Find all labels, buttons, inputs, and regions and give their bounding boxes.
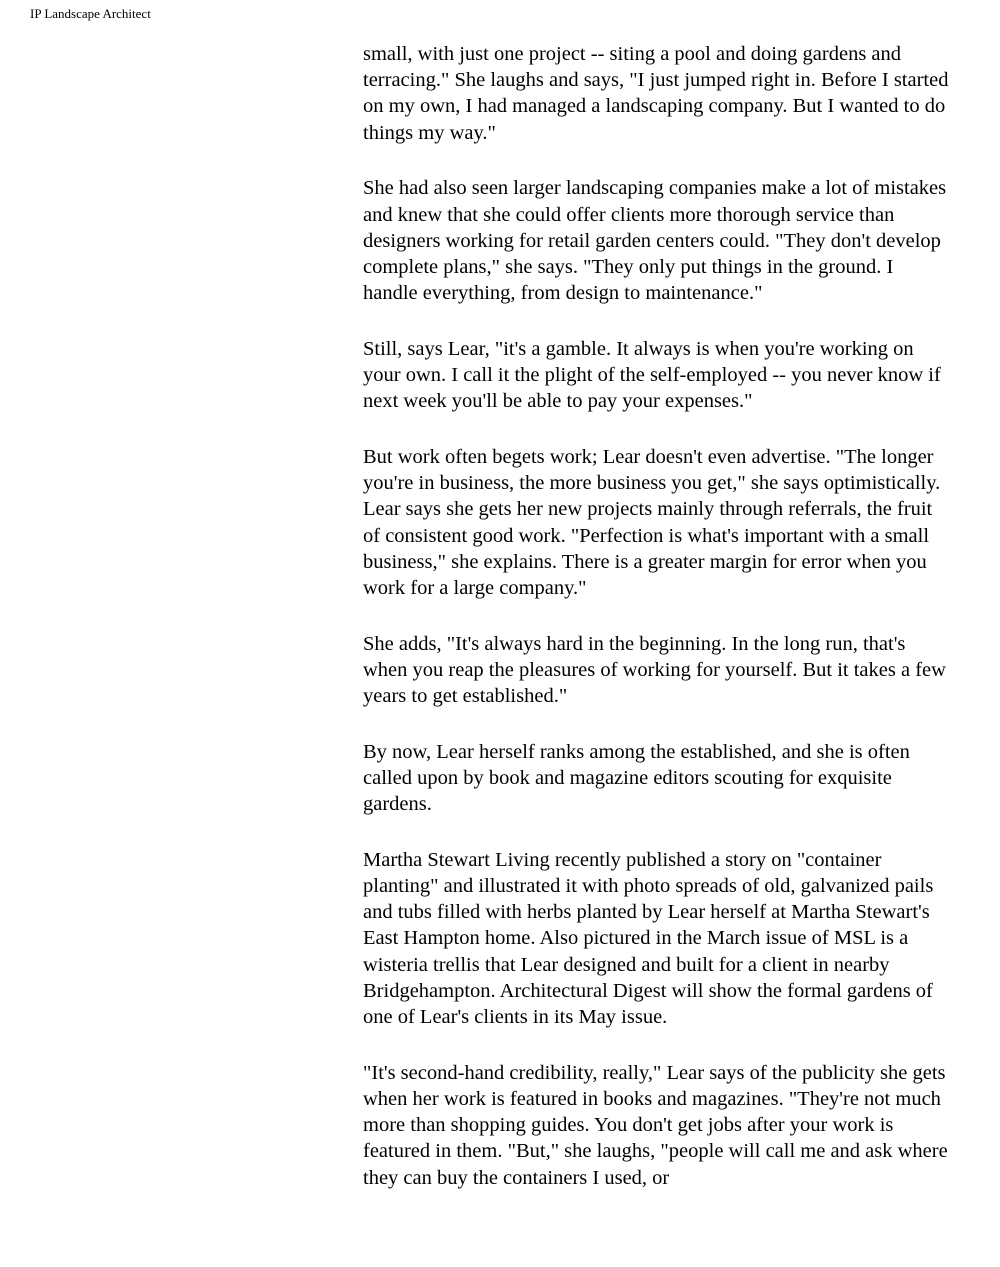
article-paragraph: "It's second-hand credibility, really," Lear says of the publicity she gets when her work is featured in books and magazines. "They're not much more than shopping guides. You don't get jobs after your work is featured in them. "But," she laughs, "people will call me and ask where they can buy the containers I used, or	[363, 1061, 948, 1189]
article-paragraph: But work often begets work; Lear doesn't even advertise. "The longer you're in business, the more business you get," she says optimistically. Lear says she gets her new projects mainly through referrals, the fruit of consistent good work. "Perfection is what's important with a small business," she explains. There is a greater margin for error when you work for a large company."	[363, 445, 941, 599]
article-paragraph: She had also seen larger landscaping companies make a lot of mistakes and knew that she could offer clients more thorough service than designers working for retail garden centers could. "They don't develop complete plans," she says. "They only put things in the ground. I handle everything, from design to maintenance."	[363, 177, 947, 305]
article-paragraph: She adds, "It's always hard in the beginning. In the long run, that's when you reap the pleasures of working for yourself. But it takes a few years to get established."	[363, 632, 946, 708]
running-title: IP Landscape Architect	[30, 6, 151, 21]
article-paragraph: small, with just one project -- siting a pool and doing gardens and terracing." She laughs and says, "I just jumped right in. Before I started on my own, I had managed a landscaping company. But I wanted to do things my way."	[363, 43, 949, 144]
article-paragraph: Martha Stewart Living recently published a story on "container planting" and illustrated it with photo spreads of old, galvanized pails and tubs filled with herbs planted by Lear herself at Martha Stewart's East Hampton home. Also pictured in the March issue of MSL is a wisteria trellis that Lear designed and built for a client in nearby Bridgehampton. Architectural Digest will show the formal gardens of one of Lear's clients in its May issue.	[363, 848, 934, 1029]
article-paragraph: By now, Lear herself ranks among the established, and she is often called upon by book and magazine editors scouting for exquisite gardens.	[363, 740, 910, 816]
page-header	[30, 6, 151, 22]
article-paragraph: Still, says Lear, "it's a gamble. It always is when you're working on your own. I call it the plight of the self-employed -- you never know if next week you'll be able to pay your expenses."	[363, 337, 941, 413]
article-body	[363, 41, 953, 1191]
